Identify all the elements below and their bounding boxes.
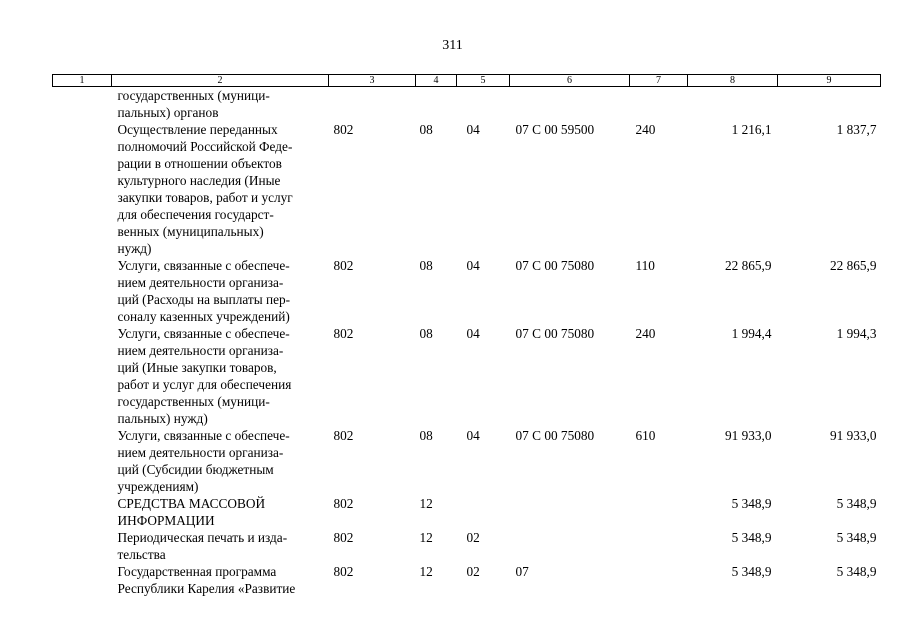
target-article-code: 07 xyxy=(515,564,529,579)
subsection-code: 04 xyxy=(466,122,480,137)
ministry-code: 802 xyxy=(333,428,354,443)
amount-year-1: 5 348,9 xyxy=(731,496,772,511)
amount-year-1: 91 933,0 xyxy=(724,428,772,443)
table-row xyxy=(53,427,881,495)
column-header: 9 xyxy=(778,75,881,87)
table-body xyxy=(53,87,881,598)
expense-name: государственных (муници- пальных) органов xyxy=(117,88,270,120)
subsection-code: 04 xyxy=(466,428,480,443)
expense-type-code: 240 xyxy=(635,326,656,341)
table-row xyxy=(53,529,881,563)
column-number-header xyxy=(53,75,881,87)
expense-type-code: 110 xyxy=(635,258,655,273)
expense-type-code: 240 xyxy=(635,122,656,137)
table-row xyxy=(53,257,881,325)
target-article-code: 07 С 00 59500 xyxy=(515,122,595,137)
code-col1 xyxy=(53,529,112,563)
code-col1 xyxy=(53,257,112,325)
amount-year-2: 1 994,3 xyxy=(836,326,877,341)
section-code: 08 xyxy=(419,326,433,341)
budget-table xyxy=(52,74,881,597)
subsection-code: 02 xyxy=(466,530,480,545)
table-row xyxy=(53,495,881,529)
table-row xyxy=(53,563,881,597)
amount-year-1: 1 994,4 xyxy=(731,326,772,341)
expense-name: СРЕДСТВА МАССОВОЙ ИНФОРМАЦИИ xyxy=(117,496,266,528)
section-code: 08 xyxy=(419,258,433,273)
ministry-code: 802 xyxy=(333,122,354,137)
target-article-code xyxy=(510,495,630,529)
subsection-code: 02 xyxy=(466,564,480,579)
section-code: 12 xyxy=(419,530,433,545)
amount-year-2: 1 837,7 xyxy=(836,122,877,137)
section-code: 08 xyxy=(419,428,433,443)
table-row xyxy=(53,87,881,122)
subsection-code xyxy=(457,495,510,529)
expense-name: Государственная программа Республики Карелия «Развитие xyxy=(117,564,296,596)
ministry-code xyxy=(329,87,416,122)
expense-type-code xyxy=(630,563,688,597)
column-header: 7 xyxy=(630,75,688,87)
subsection-code: 04 xyxy=(466,258,480,273)
table-row xyxy=(53,121,881,257)
section-code xyxy=(416,87,457,122)
amount-year-1 xyxy=(688,87,778,122)
budget-table-container xyxy=(52,74,880,597)
section-code: 12 xyxy=(419,496,433,511)
section-code: 12 xyxy=(419,564,433,579)
amount-year-1: 1 216,1 xyxy=(731,122,772,137)
ministry-code: 802 xyxy=(333,530,354,545)
expense-type-code xyxy=(630,529,688,563)
target-article-code: 07 С 00 75080 xyxy=(515,258,595,273)
code-col1 xyxy=(53,121,112,257)
target-article-code: 07 С 00 75080 xyxy=(515,326,595,341)
subsection-code xyxy=(457,87,510,122)
table-row xyxy=(53,325,881,427)
column-header: 6 xyxy=(510,75,630,87)
expense-name: Осуществление переданных полномочий Российской Феде- рации в отношении объектов культурного наследия (Иные закупки товаров, работ и услуг для обеспечения государст- венных (муниципальных) нужд) xyxy=(117,122,293,256)
target-article-code: 07 С 00 75080 xyxy=(515,428,595,443)
expense-type-code: 610 xyxy=(635,428,656,443)
amount-year-1: 5 348,9 xyxy=(731,530,772,545)
expense-type-code xyxy=(630,495,688,529)
expense-name: Услуги, связанные с обеспече- нием деятельности организа- ций (Субсидии бюджетным учреждениям) xyxy=(117,428,290,494)
ministry-code: 802 xyxy=(333,258,354,273)
code-col1 xyxy=(53,563,112,597)
column-header: 3 xyxy=(329,75,416,87)
amount-year-2: 5 348,9 xyxy=(836,496,877,511)
subsection-code: 04 xyxy=(466,326,480,341)
column-header: 5 xyxy=(457,75,510,87)
target-article-code xyxy=(510,87,630,122)
amount-year-1: 22 865,9 xyxy=(724,258,772,273)
expense-type-code xyxy=(630,87,688,122)
amount-year-2: 91 933,0 xyxy=(829,428,877,443)
expense-name: Услуги, связанные с обеспече- нием деятельности организа- ций (Расходы на выплаты пер- соналу казенных учреждений) xyxy=(117,258,291,324)
code-col1 xyxy=(53,427,112,495)
amount-year-1: 5 348,9 xyxy=(731,564,772,579)
code-col1 xyxy=(53,325,112,427)
expense-name: Периодическая печать и изда- тельства xyxy=(117,530,288,562)
code-col1 xyxy=(53,495,112,529)
column-header: 8 xyxy=(688,75,778,87)
amount-year-2: 22 865,9 xyxy=(829,258,877,273)
amount-year-2 xyxy=(778,87,881,122)
target-article-code xyxy=(510,529,630,563)
column-header: 1 xyxy=(53,75,112,87)
ministry-code: 802 xyxy=(333,496,354,511)
column-header: 4 xyxy=(416,75,457,87)
page-number: 311 xyxy=(442,38,463,53)
column-header: 2 xyxy=(112,75,329,87)
amount-year-2: 5 348,9 xyxy=(836,564,877,579)
ministry-code: 802 xyxy=(333,326,354,341)
code-col1 xyxy=(53,87,112,122)
expense-name: Услуги, связанные с обеспече- нием деятельности организа- ций (Иные закупки товаров, работ и услуг для обеспечения государственных (муници- пальных) нужд) xyxy=(117,326,292,426)
ministry-code: 802 xyxy=(333,564,354,579)
section-code: 08 xyxy=(419,122,433,137)
amount-year-2: 5 348,9 xyxy=(836,530,877,545)
